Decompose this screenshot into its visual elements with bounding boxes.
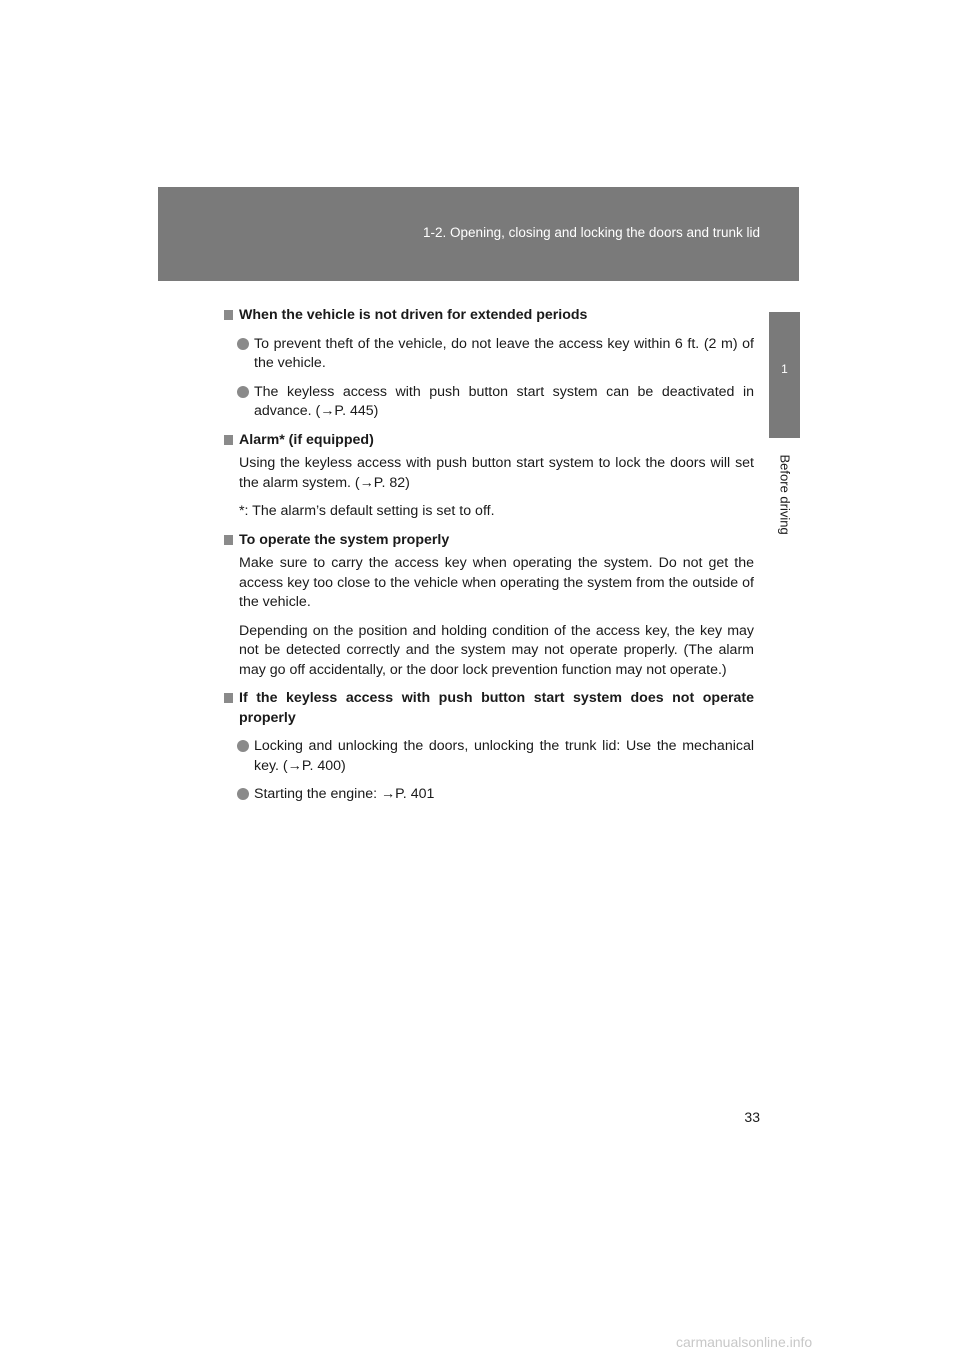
section-heading bbox=[222, 531, 754, 551]
section-heading bbox=[222, 306, 754, 326]
paragraph: Using the keyless access with push button start system to lock the doors will set the alarm system. (→P. 82) bbox=[239, 455, 754, 491]
square-bullet-icon bbox=[224, 693, 233, 703]
watermark: carmanualsonline.info bbox=[676, 1334, 813, 1350]
bullet-text: Starting the engine: →P. 401 bbox=[254, 786, 435, 802]
header-band bbox=[158, 187, 799, 281]
chapter-title: 1-2. Opening, closing and locking the doors and trunk lid bbox=[423, 225, 760, 240]
page-number: 33 bbox=[744, 1109, 760, 1125]
footnote: *: The alarm’s default setting is set to off. bbox=[239, 503, 495, 519]
chapter-tab bbox=[769, 312, 800, 438]
square-bullet-icon bbox=[224, 435, 233, 445]
section-heading-text: Alarm* (if equipped) bbox=[239, 431, 374, 448]
chapter-number: 1 bbox=[781, 362, 788, 376]
bullet-text: Locking and unlocking the doors, unlocking the trunk lid: Use the mechanical key. (→P. 400) bbox=[254, 738, 754, 774]
bullet-text: To prevent theft of the vehicle, do not leave the access key within 6 ft. (2 m) of the vehicle. bbox=[254, 335, 754, 371]
section-heading-text: To operate the system properly bbox=[239, 531, 450, 548]
section-heading-text: When the vehicle is not driven for extended periods bbox=[239, 307, 588, 323]
round-bullet-icon bbox=[237, 788, 249, 800]
section-heading bbox=[222, 689, 754, 728]
bullet-item bbox=[237, 335, 754, 374]
bullet-item bbox=[237, 785, 754, 805]
square-bullet-icon bbox=[224, 310, 233, 320]
page-content bbox=[222, 306, 754, 805]
round-bullet-icon bbox=[237, 338, 249, 350]
section-heading bbox=[222, 431, 754, 451]
chapter-label-text: Before driving bbox=[777, 454, 792, 535]
bullet-item bbox=[237, 383, 754, 422]
bullet-item bbox=[237, 737, 754, 776]
chapter-label bbox=[769, 447, 800, 547]
bullet-text: The keyless access with push button start system can be deactivated in advance. (→P. 445) bbox=[254, 383, 754, 419]
section-heading-text: If the keyless access with push button start system does not operate properly bbox=[239, 690, 754, 726]
paragraph: Depending on the position and holding condition of the access key, the key may not be detected correctly and the system may not operate properly. (The alarm may go off accidentally, or the door lock prevention function may not operate.) bbox=[239, 622, 754, 678]
round-bullet-icon bbox=[237, 386, 249, 398]
paragraph: Make sure to carry the access key when operating the system. Do not get the access key too close to the vehicle when operating the system from the outside of the vehicle. bbox=[239, 555, 754, 610]
round-bullet-icon bbox=[237, 740, 249, 752]
square-bullet-icon bbox=[224, 535, 233, 545]
